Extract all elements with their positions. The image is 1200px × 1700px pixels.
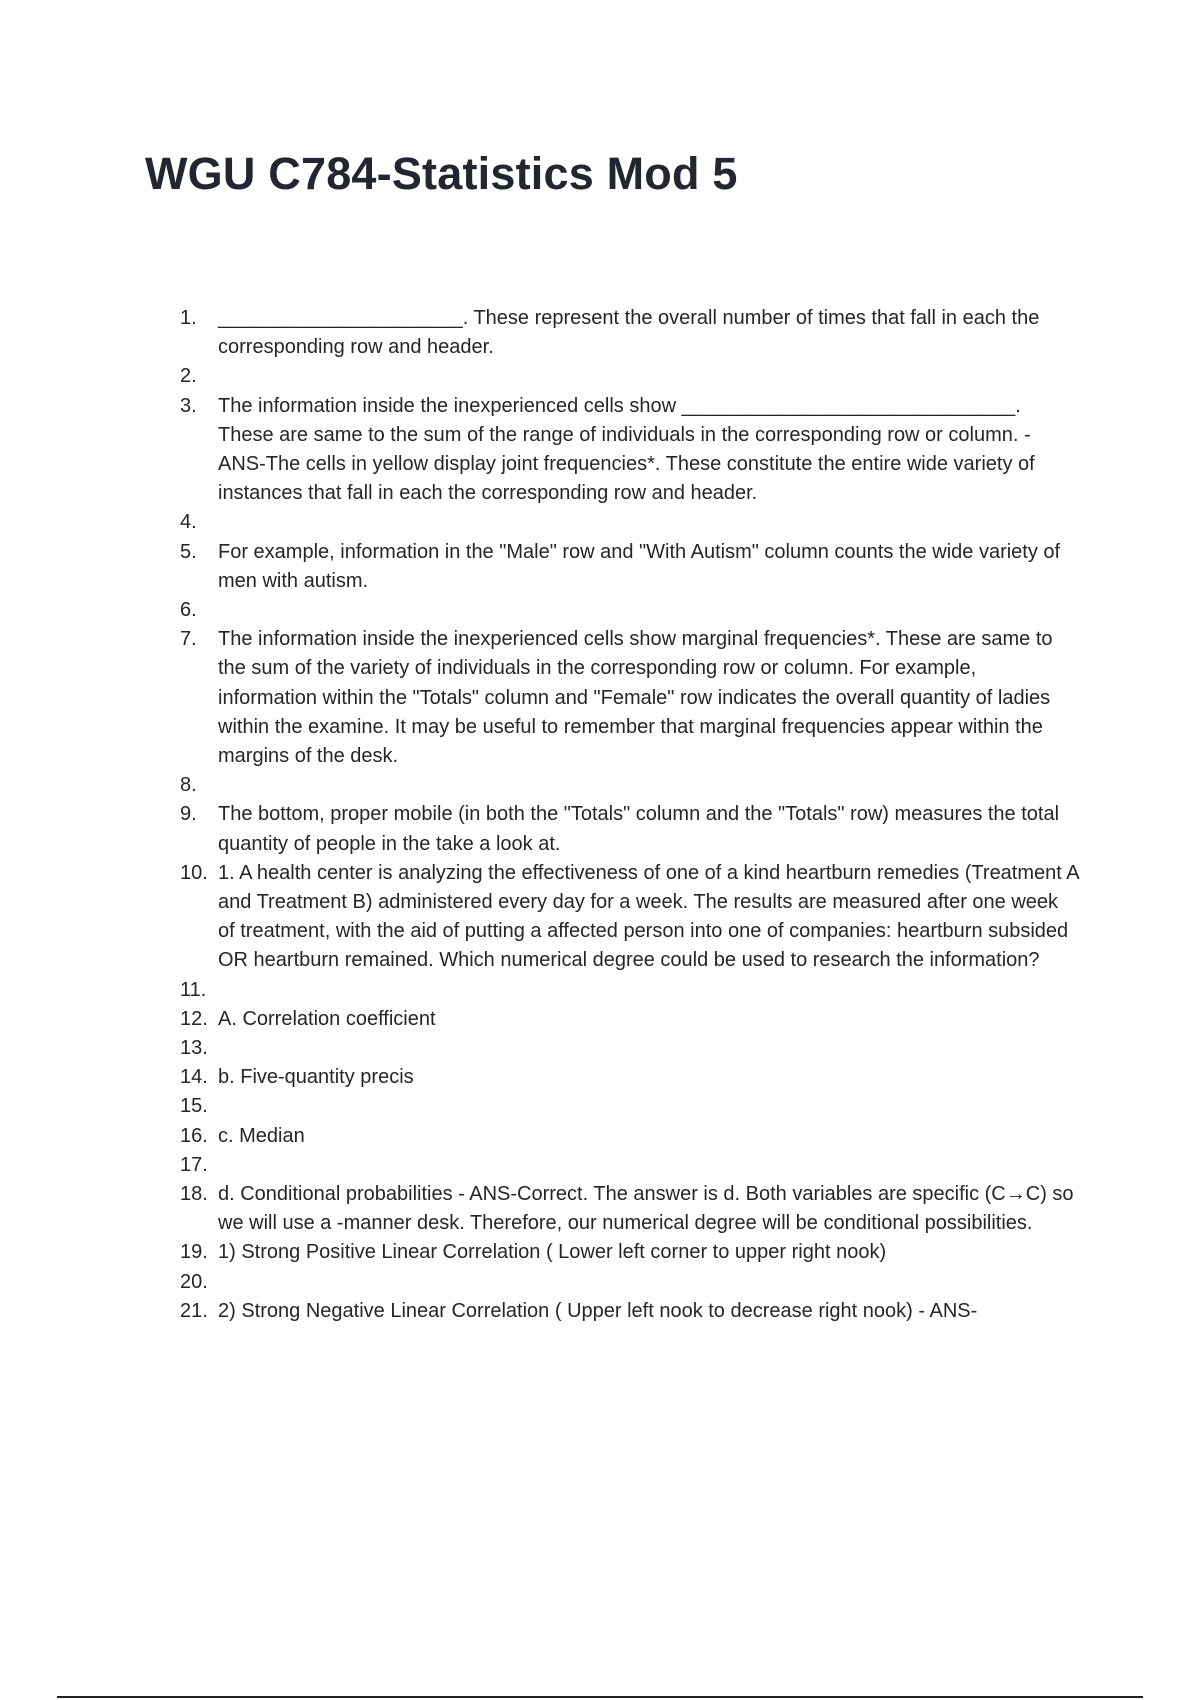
- list-item-number: 20.: [180, 1270, 208, 1293]
- list-item: [180, 538, 1080, 596]
- list-item: [180, 1180, 1080, 1238]
- list-item-text: For example, information in the "Male" row and "With Autism" column counts the wide variety of men with autism.: [218, 540, 1061, 592]
- list-item: [180, 1297, 1080, 1326]
- list-item-number: 6.: [180, 599, 197, 621]
- list-item: [180, 392, 1080, 509]
- list-item: [180, 1005, 1080, 1034]
- list-item-text: [218, 508, 1080, 537]
- list-item-number: 21.: [180, 1299, 208, 1322]
- list-item-number: 1.: [180, 307, 197, 329]
- page-title: WGU C784-Statistics Mod 5: [145, 148, 738, 199]
- list-item-text: 1) Strong Positive Linear Correlation ( Lower left corner to upper right nook): [218, 1241, 887, 1264]
- list-item-number: 8.: [180, 774, 197, 797]
- list-item-text: b. Five-quantity precis: [218, 1066, 414, 1089]
- list-item-number: 5.: [180, 540, 197, 563]
- list-item-text: c. Median: [218, 1124, 305, 1147]
- list-item-text: [218, 362, 1080, 391]
- list-item-text: 1. A health center is analyzing the effectiveness of one of a kind heartburn remedies (Treatment A and Treatment B) administered every day for a week. The results are measured after one week of treatment, with the aid of putting a affected person into one of companies: heartburn subsided OR heartburn remained. Which numerical degree could be used to research the information?: [218, 861, 1079, 972]
- list-item-number: 10.: [180, 861, 208, 884]
- list-item-text: [218, 1268, 1080, 1297]
- list-item-text: [218, 1034, 1080, 1063]
- footer-divider: [57, 1696, 1143, 1698]
- list-item: [180, 625, 1080, 771]
- list-item-text: [218, 976, 1080, 1005]
- list-item-text: [218, 771, 1080, 800]
- list-item-text: [218, 1092, 1080, 1121]
- question-list: [180, 304, 1080, 1326]
- list-item-number: 11.: [180, 978, 207, 1001]
- list-item-number: 3.: [180, 394, 197, 417]
- list-item: [180, 508, 1080, 537]
- list-item: [180, 1122, 1080, 1151]
- list-item-number: 19.: [180, 1241, 208, 1264]
- list-item-number: 17.: [180, 1153, 208, 1176]
- list-item-text: 2) Strong Negative Linear Correlation ( Upper left nook to decrease right nook) - ANS-: [218, 1299, 978, 1322]
- list-item-text: [218, 1151, 1080, 1180]
- list-item: [180, 1151, 1080, 1180]
- list-item-number: 2.: [180, 365, 197, 388]
- list-item-number: 12.: [180, 1007, 208, 1030]
- list-item-number: 9.: [180, 803, 197, 826]
- list-item: [180, 1238, 1080, 1267]
- list-item: [180, 362, 1080, 391]
- list-item-number: 13.: [180, 1037, 208, 1059]
- list-item: [180, 1268, 1080, 1297]
- list-item-number: 16.: [180, 1124, 208, 1147]
- list-item-number: 18.: [180, 1182, 208, 1205]
- list-item: [180, 771, 1080, 800]
- list-item-text: A. Correlation coefficient: [218, 1007, 436, 1030]
- list-item-number: 7.: [180, 628, 197, 651]
- list-item-number: 15.: [180, 1095, 208, 1118]
- list-item-number: 4.: [180, 511, 197, 534]
- list-item: [180, 304, 1080, 362]
- list-item-text: The bottom, proper mobile (in both the "Totals" column and the "Totals" row) measures the total quantity of people in the take a look at.: [218, 803, 1060, 855]
- list-item-text: The information inside the inexperienced cells show ______________________________. These are same to the sum of the range of individuals in the corresponding row or column. - ANS-The cells in yellow display joint frequencies*. These constitute the entire wide variety of instances that fall in each the corresponding row and header.: [218, 394, 1035, 505]
- list-item: [180, 1034, 1080, 1063]
- list-item-text: The information inside the inexperienced cells show marginal frequencies*. These are same to the sum of the variety of individuals in the corresponding row or column. For example, information within the "Totals" column and "Female" row indicates the overall quantity of ladies within the examine. It may be useful to remember that marginal frequencies appear within the margins of the desk.: [218, 628, 1053, 767]
- list-item: [180, 1063, 1080, 1092]
- list-item: [180, 976, 1080, 1005]
- list-item-text: [218, 596, 1080, 625]
- list-item-number: 14.: [180, 1066, 208, 1089]
- list-item-text: ______________________. These represent the overall number of times that fall in each the corresponding row and header.: [218, 307, 1040, 359]
- list-item-text: d. Conditional probabilities - ANS-Correct. The answer is d. Both variables are specific (C→C) so we will use a -manner desk. Therefore, our numerical degree will be conditional possibilities.: [218, 1182, 1074, 1235]
- list-item: [180, 1092, 1080, 1121]
- list-item: [180, 596, 1080, 625]
- list-item: [180, 859, 1080, 976]
- list-item: [180, 800, 1080, 858]
